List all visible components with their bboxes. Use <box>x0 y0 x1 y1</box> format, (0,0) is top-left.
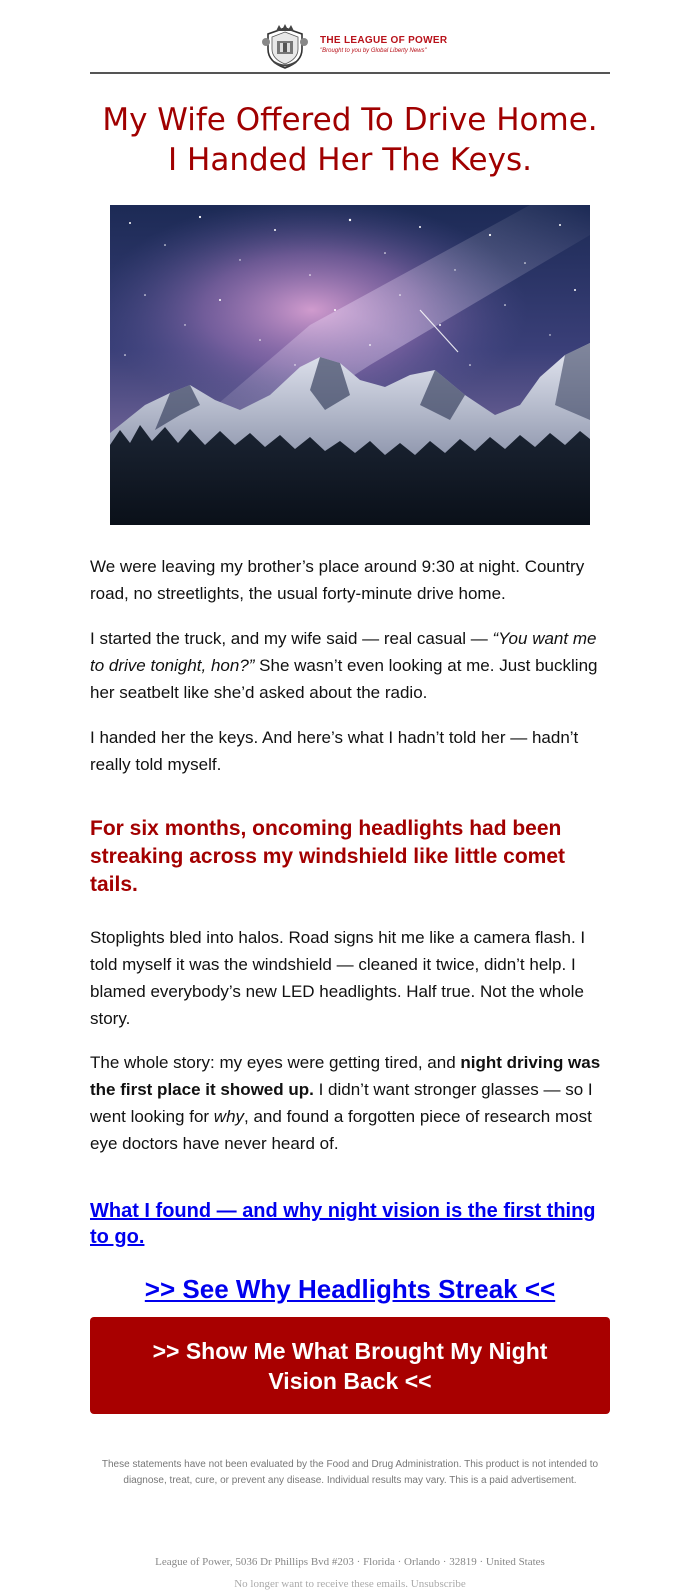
headline <box>90 100 610 180</box>
header-divider <box>90 72 610 74</box>
body-paragraph-3: I handed her the keys. And here’s what I hadn’t told her — hadn’t really told myself. <box>90 728 579 774</box>
email-header <box>90 0 610 72</box>
see-why-headlights-streak-link[interactable]: >> See Why Headlights Streak << <box>144 1274 556 1304</box>
fda-disclaimer: These statements have not been evaluated by the Food and Drug Administration. This product is not intended to diagnose, treat, cure, or prevent any disease. Individual results may vary. This is a paid advertisement. <box>101 1459 599 1486</box>
wife-quote: “You want me to drive tonight, hon?” <box>90 629 597 675</box>
unsubscribe-link[interactable]: Unsubscribe <box>410 1578 466 1590</box>
paragraph-5-emphasis: why <box>213 1107 245 1126</box>
body-paragraph-4: Stoplights bled into halos. Road signs hit me like a camera flash. I told myself it was the windshield — cleaned it twice, didn’t help. I blamed everybody’s new LED headlights. Half true. Not the whole story. <box>90 928 586 1028</box>
body-paragraph-2 <box>90 625 610 706</box>
what-i-found-link[interactable]: What I found — and why night vision is the first thing to go. <box>90 1200 596 1248</box>
headline-line-1: My Wife Offered To Drive Home. <box>102 102 598 138</box>
paragraph-2-text-a: I started the truck, and my wife said — real casual — <box>90 629 493 648</box>
paragraph-5-bold: night driving was the first place it showed up. <box>90 1053 601 1099</box>
cta-label: >> Show Me What Brought My Night Vision Back << <box>152 1337 548 1394</box>
paragraph-5-text-a: The whole story: my eyes were getting tired, and <box>90 1053 461 1072</box>
brand-name: THE LEAGUE OF POWER <box>320 35 448 46</box>
footer-address: League of Power, 5036 Dr Phillips Bvd #203 · Florida · Orlando · 32819 · United States <box>155 1556 545 1568</box>
brand-tagline: "Brought to you by Global Liberty News" <box>320 48 427 54</box>
paragraph-2-text-b: She wasn’t even looking at me. Just buckling her seatbelt like she’d asked about the radio. <box>90 656 598 702</box>
subheading: For six months, oncoming headlights had been streaking across my windshield like little comet tails. <box>90 817 566 896</box>
night-sky-mountains-image[interactable] <box>110 205 590 525</box>
email-container <box>90 0 610 1590</box>
unsubscribe-prefix: No longer want to receive these emails. <box>234 1578 411 1590</box>
show-me-cta-button[interactable] <box>90 1317 610 1414</box>
brand-logo[interactable] <box>260 22 450 70</box>
headline-line-2: I Handed Her The Keys. <box>168 142 532 178</box>
paragraph-5-text-c: , and found a forgotten piece of research most eye doctors have never heard of. <box>90 1107 592 1153</box>
paragraph-5-text-b: I didn’t want stronger glasses — so I went looking for <box>90 1080 593 1126</box>
crest-icon <box>260 22 310 70</box>
body-paragraph-1: We were leaving my brother’s place around 9:30 at night. Country road, no streetlights, the usual forty-minute drive home. <box>90 557 585 603</box>
body-paragraph-5 <box>90 1049 610 1157</box>
footer-unsubscribe-line <box>90 1578 610 1590</box>
